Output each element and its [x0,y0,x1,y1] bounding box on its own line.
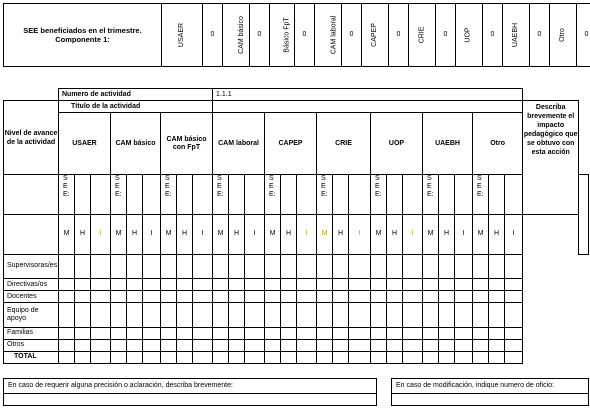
activity-number-label: Numero de actividad [59,89,213,101]
i-header: I [505,214,523,254]
count-cell[interactable] [439,351,455,363]
count-cell[interactable] [297,303,317,327]
count-cell[interactable] [387,291,403,303]
count-cell[interactable] [371,254,387,278]
summary-value-usaer[interactable]: 0 [203,4,223,67]
row-supervisoras-es-label: Supervisoras/es [4,254,59,278]
count-cell[interactable] [193,327,213,339]
count-cell[interactable] [455,303,473,327]
count-cell[interactable] [75,351,91,363]
count-cell[interactable] [473,291,489,303]
count-cell[interactable] [371,303,387,327]
see-cell[interactable]: S E E: [59,175,75,215]
count-cell[interactable] [229,254,245,278]
count-cell[interactable] [281,339,297,351]
count-cell[interactable] [473,254,489,278]
count-cell[interactable] [161,351,177,363]
count-cell[interactable] [473,327,489,339]
m-header: M [317,214,333,254]
i-header: I [455,214,473,254]
count-cell[interactable] [455,278,473,290]
count-cell[interactable] [91,254,111,278]
count-cell[interactable] [265,351,281,363]
count-cell[interactable] [127,278,143,290]
count-cell[interactable] [387,327,403,339]
count-cell[interactable] [213,339,229,351]
count-cell[interactable] [193,339,213,351]
count-cell[interactable] [505,339,523,351]
count-cell[interactable] [423,351,439,363]
count-cell[interactable] [317,278,333,290]
col-cam-basico: CAM básico [111,113,161,175]
count-cell[interactable] [423,303,439,327]
count-cell[interactable] [455,254,473,278]
m-header: M [111,214,127,254]
count-cell[interactable] [439,278,455,290]
count-cell[interactable] [455,351,473,363]
summary-value-basico-fpt[interactable]: 0 [295,4,315,67]
count-cell[interactable] [177,339,193,351]
count-cell[interactable] [143,351,161,363]
count-cell[interactable] [91,291,111,303]
count-cell[interactable] [423,254,439,278]
count-cell[interactable] [245,291,265,303]
count-cell[interactable] [91,351,111,363]
count-cell[interactable] [423,291,439,303]
count-cell[interactable] [91,278,111,290]
summary-label-uaebh: UAEBH [503,4,530,67]
summary-label-capep: CAPEP [362,4,389,67]
col-uop: UOP [371,113,423,175]
clarification-input[interactable] [3,393,377,406]
activity-table [3,88,589,364]
count-cell[interactable] [143,291,161,303]
count-cell[interactable] [371,278,387,290]
h-header: H [75,214,91,254]
count-cell[interactable] [403,351,423,363]
count-cell[interactable] [265,254,281,278]
count-cell[interactable] [423,339,439,351]
col-crie: CRIE [317,113,371,175]
count-cell[interactable] [349,303,371,327]
count-cell[interactable] [177,278,193,290]
m-header: M [213,214,229,254]
summary-value-crie[interactable]: 0 [436,4,456,67]
count-cell[interactable] [333,278,349,290]
count-cell[interactable] [317,291,333,303]
i-header: I [403,214,423,254]
count-cell[interactable] [297,254,317,278]
count-cell[interactable] [75,327,91,339]
count-cell[interactable] [59,291,75,303]
count-cell[interactable] [265,278,281,290]
count-cell[interactable] [229,339,245,351]
clarification-label: En caso de requerir alguna precisión o aclaración, describa brevemente: [3,378,377,394]
count-cell[interactable] [455,327,473,339]
count-cell[interactable] [489,327,505,339]
count-cell[interactable] [59,327,75,339]
count-cell[interactable] [317,303,333,327]
count-cell[interactable] [281,291,297,303]
count-cell[interactable] [75,278,91,290]
count-cell[interactable] [229,351,245,363]
count-cell[interactable] [265,339,281,351]
count-cell[interactable] [489,339,505,351]
count-cell[interactable] [439,291,455,303]
h-header: H [229,214,245,254]
h-header: H [177,214,193,254]
h-header: H [281,214,297,254]
count-cell[interactable] [349,278,371,290]
i-header: I [91,214,111,254]
count-cell[interactable] [59,278,75,290]
h-header: H [439,214,455,254]
activity-number-value[interactable]: 1.1.1 [213,89,523,101]
count-cell[interactable] [505,303,523,327]
count-cell[interactable] [439,254,455,278]
count-cell[interactable] [317,327,333,339]
count-cell[interactable] [387,254,403,278]
row-directivas-os-label: Directivas/os [4,278,59,290]
count-cell[interactable] [423,278,439,290]
count-cell[interactable] [403,254,423,278]
count-cell[interactable] [505,327,523,339]
count-cell[interactable] [317,254,333,278]
count-cell[interactable] [127,291,143,303]
summary-label-basico-fpt: Básico FpT [270,4,295,67]
count-cell[interactable] [111,303,127,327]
h-header: H [127,214,143,254]
count-cell[interactable] [75,303,91,327]
count-cell[interactable] [403,339,423,351]
count-cell[interactable] [161,291,177,303]
count-cell[interactable] [439,303,455,327]
activity-title-value[interactable] [213,101,523,113]
table-row [4,339,589,351]
see-cell[interactable]: S E E: [265,175,281,215]
count-cell[interactable] [317,351,333,363]
count-cell[interactable] [143,327,161,339]
count-cell[interactable] [281,351,297,363]
summary-value-otro[interactable]: 0 [577,4,590,67]
i-header: I [297,214,317,254]
count-cell[interactable] [229,291,245,303]
count-cell[interactable] [423,327,439,339]
count-cell[interactable] [281,254,297,278]
count-cell[interactable] [177,254,193,278]
count-cell[interactable] [489,351,505,363]
count-cell[interactable] [489,303,505,327]
h-header: H [333,214,349,254]
count-cell[interactable] [489,278,505,290]
m-header: M [265,214,281,254]
count-cell[interactable] [193,351,213,363]
count-cell[interactable] [75,291,91,303]
count-cell[interactable] [473,351,489,363]
count-cell[interactable] [127,254,143,278]
count-cell[interactable] [333,327,349,339]
table-row [4,303,589,327]
table-row [4,278,589,290]
count-cell[interactable] [473,278,489,290]
summary-value-capep[interactable]: 0 [389,4,409,67]
count-cell[interactable] [505,351,523,363]
summary-label-crie: CRIE [409,4,436,67]
col-capep: CAPEP [265,113,317,175]
summary-label-uop: UOP [456,4,483,67]
i-header: I [245,214,265,254]
see-summary-table [3,3,590,67]
count-cell[interactable] [111,291,127,303]
count-cell[interactable] [281,327,297,339]
count-cell[interactable] [387,303,403,327]
count-cell[interactable] [349,327,371,339]
count-cell[interactable] [439,339,455,351]
count-cell[interactable] [371,339,387,351]
count-cell[interactable] [333,303,349,327]
row-docentes-label: Docentes [4,291,59,303]
row-otros-label: Otros [4,339,59,351]
see-cell[interactable]: S E E: [111,175,127,215]
m-header: M [371,214,387,254]
m-header: M [423,214,439,254]
i-header: I [349,214,371,254]
summary-header: SEE beneficiados en el trimestre. Componente 1: [4,4,162,67]
count-cell[interactable] [229,303,245,327]
count-cell[interactable] [505,278,523,290]
col-cam-basico-fpt: CAM básico con FpT [161,113,213,175]
count-cell[interactable] [161,278,177,290]
see-cell[interactable]: S E E: [423,175,439,215]
mhi-row [4,214,589,254]
count-cell[interactable] [111,339,127,351]
count-cell[interactable] [333,254,349,278]
summary-value-uaebh[interactable]: 0 [530,4,550,67]
count-cell[interactable] [229,278,245,290]
count-cell[interactable] [91,327,111,339]
row-total-label: TOTAL [4,351,59,363]
count-cell[interactable] [439,327,455,339]
count-cell[interactable] [349,254,371,278]
count-cell[interactable] [245,351,265,363]
count-cell[interactable] [193,303,213,327]
count-cell[interactable] [489,291,505,303]
m-header: M [59,214,75,254]
see-cell[interactable]: S E E: [161,175,177,215]
count-cell[interactable] [229,327,245,339]
table-row [4,254,589,278]
count-cell[interactable] [127,303,143,327]
count-cell[interactable] [333,339,349,351]
count-cell[interactable] [213,303,229,327]
col-cam-laboral: CAM laboral [213,113,265,175]
count-cell[interactable] [245,278,265,290]
see-cell[interactable]: S E E: [317,175,333,215]
count-cell[interactable] [111,327,127,339]
count-cell[interactable] [111,351,127,363]
count-cell[interactable] [403,278,423,290]
count-cell[interactable] [161,327,177,339]
modification-label: En caso de modificación, indique numero de oficio: [391,378,589,394]
count-cell[interactable] [213,278,229,290]
count-cell[interactable] [213,254,229,278]
count-cell[interactable] [403,303,423,327]
count-cell[interactable] [297,278,317,290]
modification-input[interactable] [391,393,589,406]
describe-impact-value[interactable] [579,175,589,255]
count-cell[interactable] [213,327,229,339]
count-cell[interactable] [143,303,161,327]
count-cell[interactable] [177,327,193,339]
level-label: Nivel de avance de la actividad [4,101,59,175]
count-cell[interactable] [193,254,213,278]
col-uaebh: UAEBH [423,113,473,175]
count-cell[interactable] [505,254,523,278]
count-cell[interactable] [143,254,161,278]
activity-title-label: Título de la actividad [59,101,213,113]
table-row [4,351,589,363]
summary-label-cam-laboral: CAM laboral [315,4,342,67]
count-cell[interactable] [297,327,317,339]
count-cell[interactable] [161,339,177,351]
count-cell[interactable] [177,303,193,327]
h-header: H [387,214,403,254]
summary-label-usaer: USAER [162,4,203,67]
count-cell[interactable] [281,278,297,290]
table-row [4,291,589,303]
count-cell[interactable] [245,254,265,278]
count-cell[interactable] [245,303,265,327]
see-row [4,175,589,215]
count-cell[interactable] [349,351,371,363]
count-cell[interactable] [193,278,213,290]
count-cell[interactable] [127,339,143,351]
table-row [4,327,589,339]
col-usaer: USAER [59,113,111,175]
col-otro: Otro [473,113,523,175]
count-cell[interactable] [213,291,229,303]
count-cell[interactable] [387,339,403,351]
count-cell[interactable] [371,291,387,303]
count-cell[interactable] [297,291,317,303]
count-cell[interactable] [297,351,317,363]
i-header: I [193,214,213,254]
count-cell[interactable] [59,339,75,351]
count-cell[interactable] [371,327,387,339]
count-cell[interactable] [91,303,111,327]
count-cell[interactable] [317,339,333,351]
count-cell[interactable] [333,351,349,363]
count-cell[interactable] [349,339,371,351]
i-header: I [143,214,161,254]
count-cell[interactable] [127,351,143,363]
count-cell[interactable] [143,339,161,351]
describe-impact-label: Describa brevemente el impacto pedagógico que se obtuvo con esta acción [523,101,579,215]
see-cell[interactable]: S E E: [213,175,229,215]
count-cell[interactable] [265,303,281,327]
m-header: M [161,214,177,254]
m-header: M [473,214,489,254]
summary-value-uop[interactable]: 0 [483,4,503,67]
count-cell[interactable] [143,278,161,290]
count-cell[interactable] [177,291,193,303]
summary-value-cam-laboral[interactable]: 0 [342,4,362,67]
count-cell[interactable] [111,254,127,278]
count-cell[interactable] [127,327,143,339]
see-cell[interactable]: S E E: [371,175,387,215]
count-cell[interactable] [387,278,403,290]
row-familias-label: Familias [4,327,59,339]
count-cell[interactable] [473,303,489,327]
count-cell[interactable] [349,291,371,303]
count-cell[interactable] [455,291,473,303]
count-cell[interactable] [111,278,127,290]
count-cell[interactable] [333,291,349,303]
count-cell[interactable] [245,327,265,339]
h-header: H [489,214,505,254]
count-cell[interactable] [281,303,297,327]
count-cell[interactable] [371,351,387,363]
count-cell[interactable] [177,351,193,363]
count-cell[interactable] [455,339,473,351]
summary-value-cam-basico[interactable]: 0 [250,4,270,67]
row-equipo-de-apoyo-label: Equipo de apoyo [4,303,59,327]
count-cell[interactable] [161,254,177,278]
count-cell[interactable] [213,351,229,363]
see-cell[interactable]: S E E: [473,175,489,215]
count-cell[interactable] [473,339,489,351]
count-cell[interactable] [387,351,403,363]
summary-label-cam-basico: CAM básico [223,4,250,67]
count-cell[interactable] [265,291,281,303]
count-cell[interactable] [91,339,111,351]
count-cell[interactable] [75,254,91,278]
count-cell[interactable] [403,327,423,339]
summary-label-otro: Otro [550,4,577,67]
count-cell[interactable] [297,339,317,351]
count-cell[interactable] [489,254,505,278]
count-cell[interactable] [75,339,91,351]
count-cell[interactable] [59,351,75,363]
count-cell[interactable] [161,303,177,327]
count-cell[interactable] [59,254,75,278]
count-cell[interactable] [193,291,213,303]
count-cell[interactable] [505,291,523,303]
count-cell[interactable] [59,303,75,327]
count-cell[interactable] [265,327,281,339]
count-cell[interactable] [245,339,265,351]
count-cell[interactable] [403,291,423,303]
